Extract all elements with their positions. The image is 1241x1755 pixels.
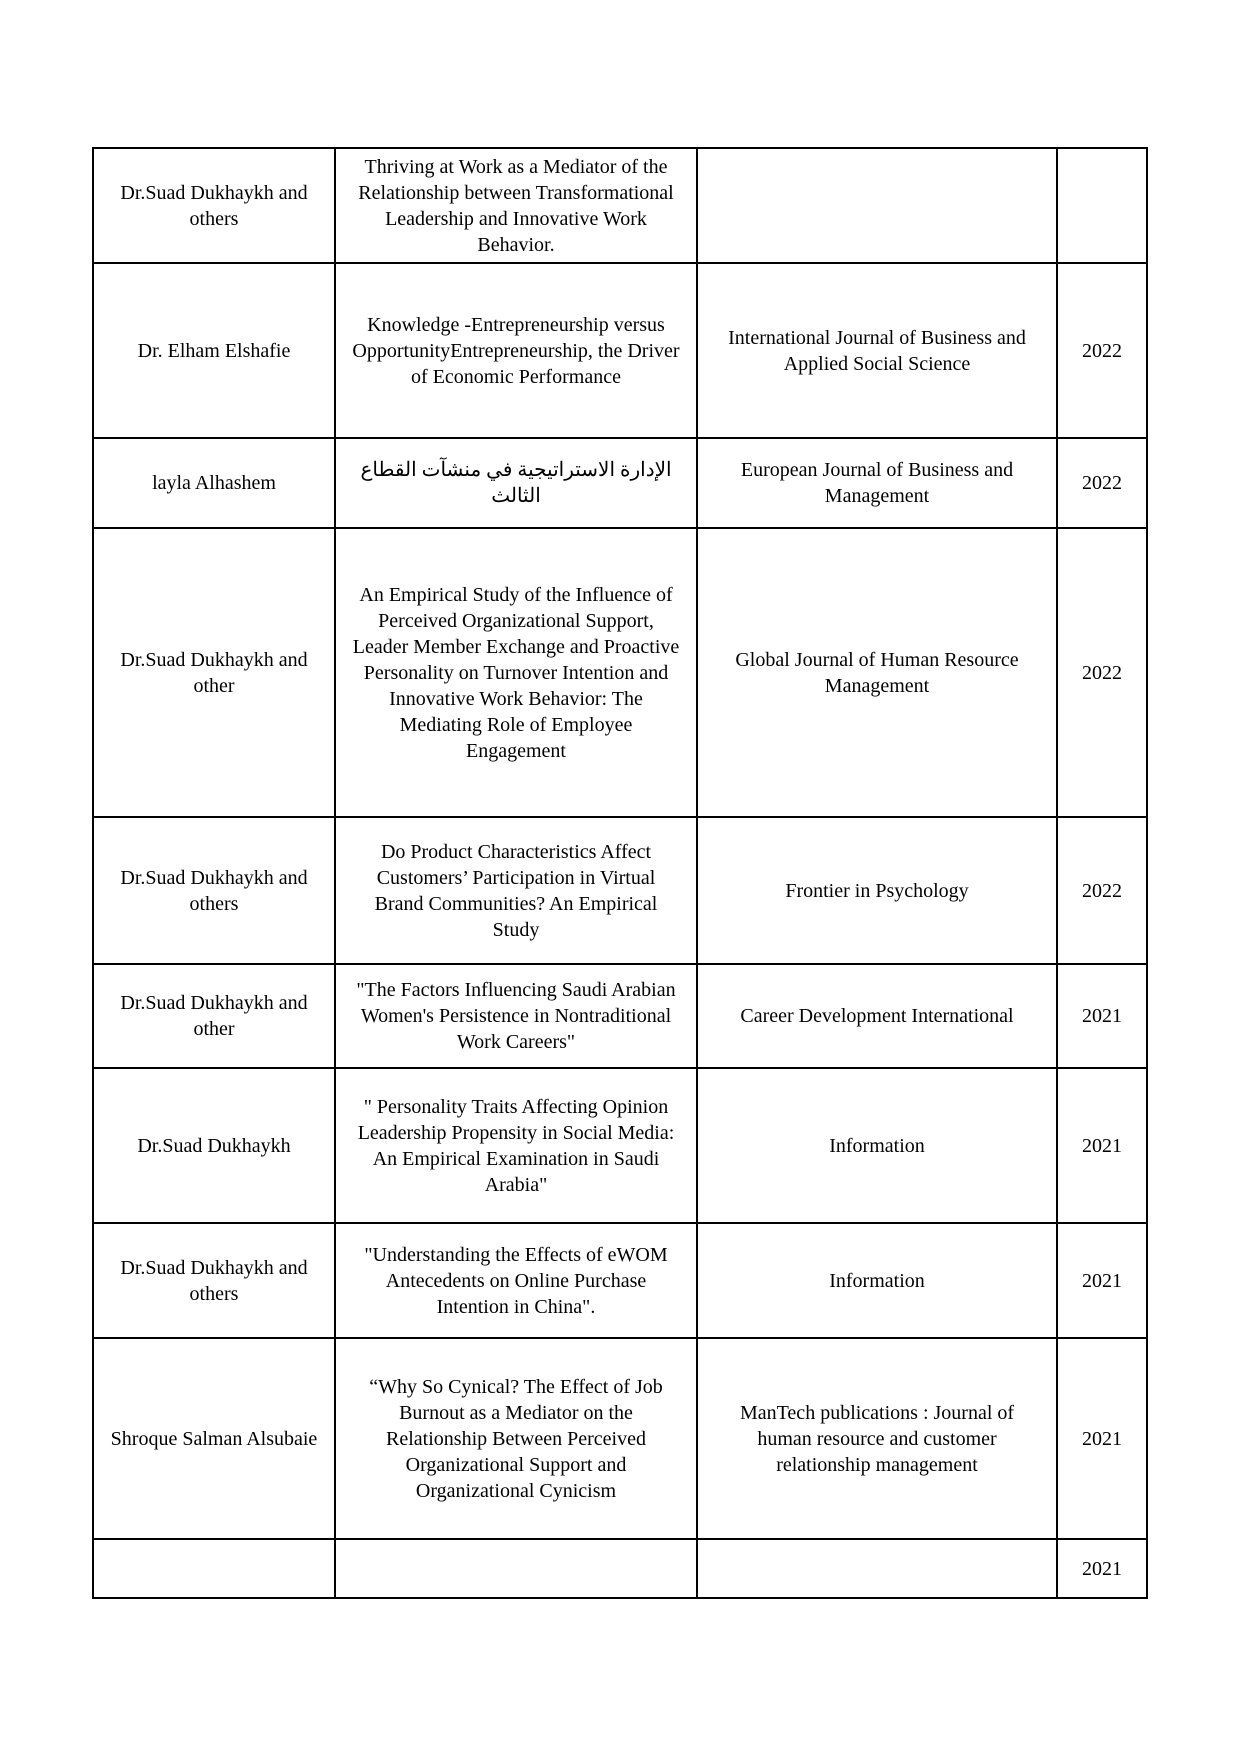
author-cell: Dr.Suad Dukhaykh and others: [93, 817, 335, 964]
table-row: [93, 1539, 1147, 1598]
author-cell: Dr.Suad Dukhaykh and others: [93, 148, 335, 263]
author-cell: Dr. Elham Elshafie: [93, 263, 335, 438]
journal-cell: Career Development International: [697, 964, 1057, 1068]
journal-cell: Information: [697, 1068, 1057, 1223]
title-cell: Knowledge -Entrepreneurship versus OpportunityEntrepreneurship, the Driver of Economic Performance: [335, 263, 697, 438]
journal-cell: [697, 1539, 1057, 1598]
title-cell: “Why So Cynical? The Effect of Job Burnout as a Mediator on the Relationship Between Perceived Organizational Support and Organizational Cynicism: [335, 1338, 697, 1539]
publications-table: [92, 147, 1148, 1599]
year-cell: 2022: [1057, 263, 1147, 438]
year-cell: 2021: [1057, 1068, 1147, 1223]
year-cell: 2022: [1057, 438, 1147, 528]
year-cell: 2022: [1057, 817, 1147, 964]
journal-cell: International Journal of Business and Applied Social Science: [697, 263, 1057, 438]
title-cell: الإدارة الاستراتيجية في منشآت القطاع الثالث: [335, 438, 697, 528]
year-cell: 2022: [1057, 528, 1147, 817]
journal-cell: [697, 148, 1057, 263]
author-cell: layla Alhashem: [93, 438, 335, 528]
journal-cell: Information: [697, 1223, 1057, 1338]
journal-cell: Global Journal of Human Resource Management: [697, 528, 1057, 817]
title-cell: " Personality Traits Affecting Opinion Leadership Propensity in Social Media: An Empirical Examination in Saudi Arabia": [335, 1068, 697, 1223]
table-row: [93, 438, 1147, 528]
table-row: [93, 1068, 1147, 1223]
table-row: [93, 964, 1147, 1068]
journal-cell: ManTech publications : Journal of human resource and customer relationship management: [697, 1338, 1057, 1539]
author-cell: Dr.Suad Dukhaykh: [93, 1068, 335, 1223]
title-cell: An Empirical Study of the Influence of Perceived Organizational Support, Leader Member Exchange and Proactive Personality on Turnover Intention and Innovative Work Behavior: The Mediating Role of Employee Engagement: [335, 528, 697, 817]
year-cell: 2021: [1057, 1223, 1147, 1338]
author-cell: Dr.Suad Dukhaykh and others: [93, 1223, 335, 1338]
table-row: [93, 528, 1147, 817]
title-cell: "The Factors Influencing Saudi Arabian Women's Persistence in Nontraditional Work Careers": [335, 964, 697, 1068]
year-cell: 2021: [1057, 1539, 1147, 1598]
year-cell: 2021: [1057, 1338, 1147, 1539]
title-cell: "Understanding the Effects of eWOM Antecedents on Online Purchase Intention in China".: [335, 1223, 697, 1338]
year-cell: [1057, 148, 1147, 263]
table-row: [93, 263, 1147, 438]
table-row: [93, 148, 1147, 263]
title-cell: Thriving at Work as a Mediator of the Relationship between Transformational Leadership and Innovative Work Behavior.: [335, 148, 697, 263]
table-row: [93, 1223, 1147, 1338]
table-row: [93, 1338, 1147, 1539]
table-row: [93, 817, 1147, 964]
journal-cell: Frontier in Psychology: [697, 817, 1057, 964]
author-cell: Dr.Suad Dukhaykh and other: [93, 528, 335, 817]
author-cell: Dr.Suad Dukhaykh and other: [93, 964, 335, 1068]
title-cell: Do Product Characteristics Affect Customers’ Participation in Virtual Brand Communities? An Empirical Study: [335, 817, 697, 964]
author-cell: Shroque Salman Alsubaie: [93, 1338, 335, 1539]
journal-cell: European Journal of Business and Management: [697, 438, 1057, 528]
title-cell: [335, 1539, 697, 1598]
author-cell: [93, 1539, 335, 1598]
year-cell: 2021: [1057, 964, 1147, 1068]
